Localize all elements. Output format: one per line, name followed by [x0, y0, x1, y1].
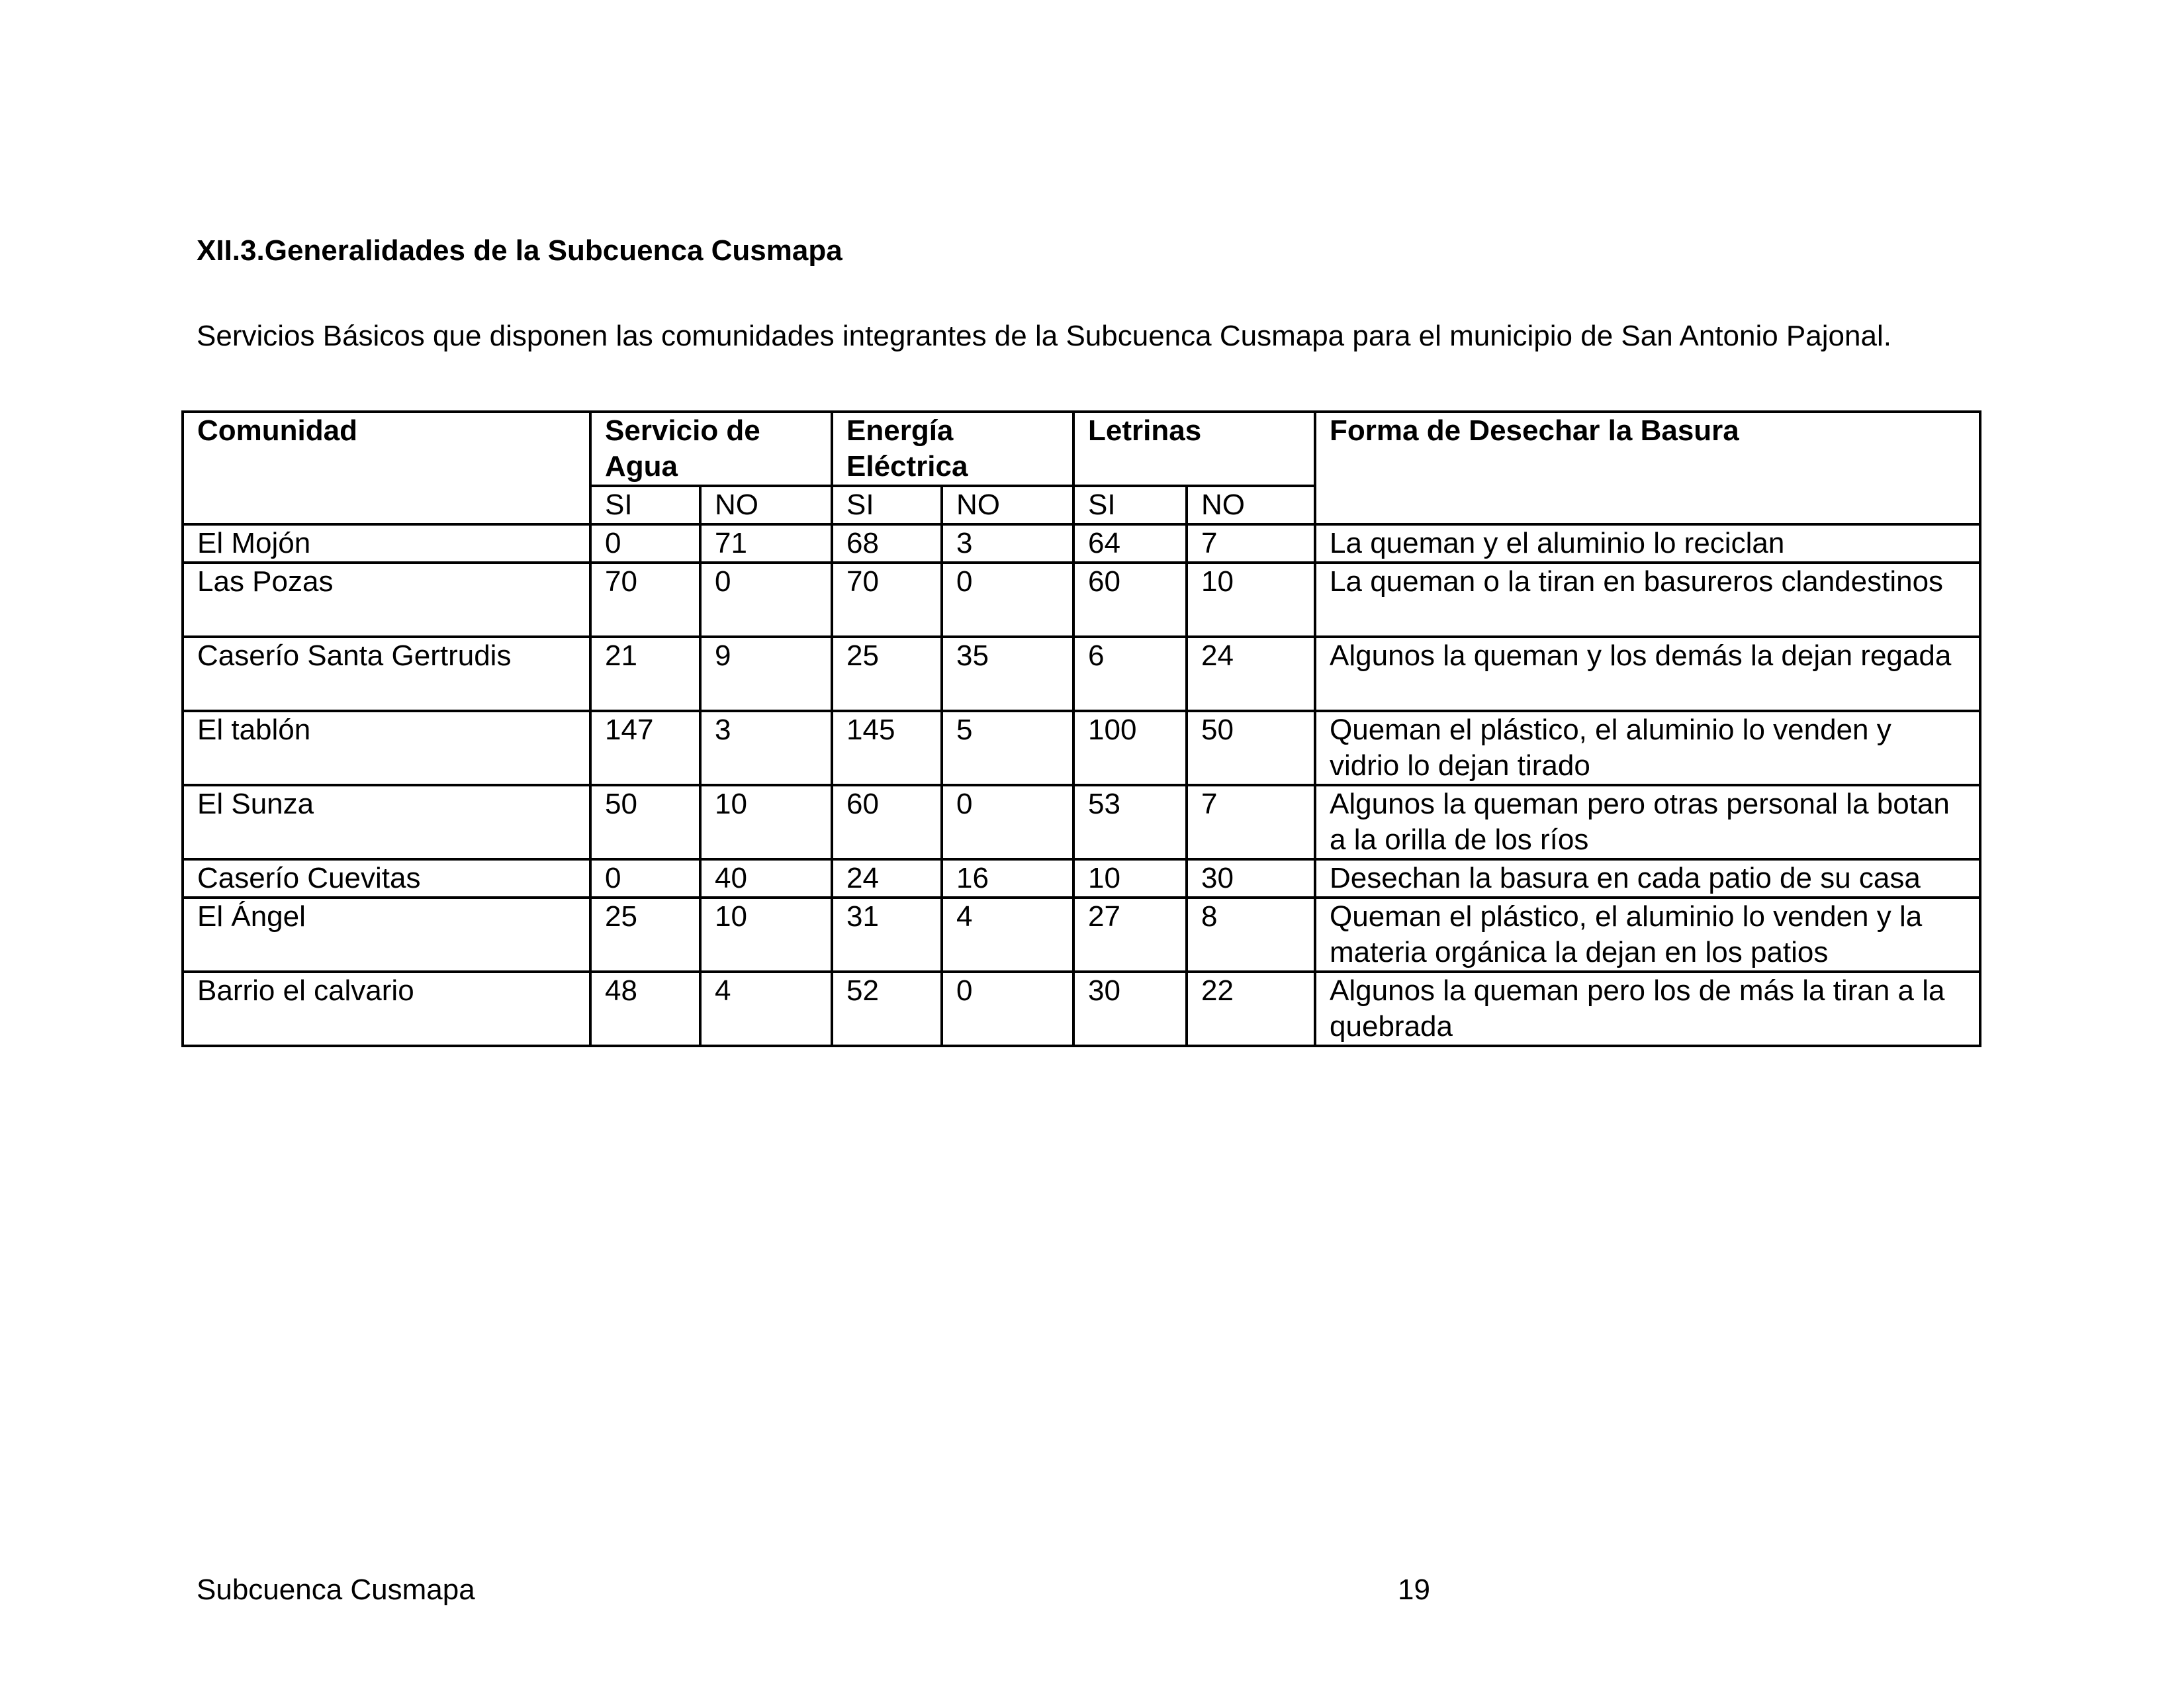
cell-waste: Algunos la queman pero otras personal la botan a la orilla de los ríos [1315, 785, 1980, 859]
cell-water-si: 0 [590, 524, 700, 563]
table-row [183, 859, 1980, 898]
cell-waste: La queman o la tiran en basureros clandestinos [1315, 563, 1980, 637]
cell-community: Caserío Santa Gertrudis [183, 637, 590, 711]
table-row [183, 972, 1980, 1046]
table-row [183, 785, 1980, 859]
cell-lat-si: 60 [1073, 563, 1187, 637]
cell-elec-no: 0 [942, 785, 1073, 859]
cell-community: El Mojón [183, 524, 590, 563]
cell-waste: Queman el plástico, el aluminio lo venden y la materia orgánica la dejan en los patios [1315, 898, 1980, 972]
cell-elec-si: 145 [832, 711, 942, 785]
table-row [183, 637, 1980, 711]
subheader-lat-si: SI [1073, 486, 1187, 524]
cell-water-no: 0 [700, 563, 832, 637]
cell-water-si: 25 [590, 898, 700, 972]
cell-elec-no: 0 [942, 563, 1073, 637]
cell-water-no: 71 [700, 524, 832, 563]
cell-lat-no: 50 [1187, 711, 1315, 785]
subheader-water-no: NO [700, 486, 832, 524]
cell-water-si: 0 [590, 859, 700, 898]
table-row [183, 711, 1980, 785]
cell-lat-si: 64 [1073, 524, 1187, 563]
cell-waste: La queman y el aluminio lo reciclan [1315, 524, 1980, 563]
cell-water-no: 10 [700, 898, 832, 972]
header-electricity: Energía Eléctrica [832, 412, 1073, 486]
cell-elec-no: 5 [942, 711, 1073, 785]
cell-elec-si: 24 [832, 859, 942, 898]
cell-community: Caserío Cuevitas [183, 859, 590, 898]
services-table [181, 410, 1981, 1047]
cell-lat-no: 10 [1187, 563, 1315, 637]
table-row [183, 563, 1980, 637]
cell-lat-si: 10 [1073, 859, 1187, 898]
cell-elec-no: 35 [942, 637, 1073, 711]
cell-elec-no: 16 [942, 859, 1073, 898]
header-latrines: Letrinas [1073, 412, 1315, 486]
cell-community: Las Pozas [183, 563, 590, 637]
cell-elec-si: 25 [832, 637, 942, 711]
cell-lat-si: 6 [1073, 637, 1187, 711]
header-community: Comunidad [183, 412, 590, 524]
cell-waste: Algunos la queman pero los de más la tiran a la quebrada [1315, 972, 1980, 1046]
cell-water-si: 147 [590, 711, 700, 785]
cell-elec-si: 60 [832, 785, 942, 859]
cell-water-si: 70 [590, 563, 700, 637]
table-header-row [183, 412, 1980, 486]
cell-community: El Sunza [183, 785, 590, 859]
subheader-lat-no: NO [1187, 486, 1315, 524]
cell-lat-si: 53 [1073, 785, 1187, 859]
section-heading: XII.3.Generalidades de la Subcuenca Cusmapa [197, 234, 842, 267]
header-waste: Forma de Desechar la Basura [1315, 412, 1980, 524]
cell-lat-no: 7 [1187, 524, 1315, 563]
cell-community: El Ángel [183, 898, 590, 972]
table-row [183, 898, 1980, 972]
cell-water-no: 40 [700, 859, 832, 898]
cell-water-si: 48 [590, 972, 700, 1046]
cell-elec-no: 4 [942, 898, 1073, 972]
cell-lat-si: 27 [1073, 898, 1187, 972]
page-number: 19 [1398, 1573, 1430, 1606]
cell-elec-si: 70 [832, 563, 942, 637]
cell-elec-no: 3 [942, 524, 1073, 563]
cell-elec-no: 0 [942, 972, 1073, 1046]
cell-water-si: 21 [590, 637, 700, 711]
cell-waste: Queman el plástico, el aluminio lo venden y vidrio lo dejan tirado [1315, 711, 1980, 785]
header-water: Servicio de Agua [590, 412, 832, 486]
subheader-elec-si: SI [832, 486, 942, 524]
table-row [183, 524, 1980, 563]
cell-water-no: 3 [700, 711, 832, 785]
intro-text: Servicios Básicos que disponen las comunidades integrantes de la Subcuenca Cusmapa para el municipio de San Antonio Pajonal. [197, 320, 1891, 352]
cell-lat-si: 100 [1073, 711, 1187, 785]
cell-waste: Desechan la basura en cada patio de su casa [1315, 859, 1980, 898]
cell-community: Barrio el calvario [183, 972, 590, 1046]
cell-lat-no: 8 [1187, 898, 1315, 972]
cell-lat-no: 22 [1187, 972, 1315, 1046]
cell-water-no: 9 [700, 637, 832, 711]
cell-water-no: 10 [700, 785, 832, 859]
cell-lat-si: 30 [1073, 972, 1187, 1046]
cell-lat-no: 24 [1187, 637, 1315, 711]
cell-water-no: 4 [700, 972, 832, 1046]
cell-elec-si: 52 [832, 972, 942, 1046]
cell-waste: Algunos la queman y los demás la dejan regada [1315, 637, 1980, 711]
subheader-water-si: SI [590, 486, 700, 524]
cell-water-si: 50 [590, 785, 700, 859]
cell-lat-no: 30 [1187, 859, 1315, 898]
cell-community: El tablón [183, 711, 590, 785]
cell-elec-si: 68 [832, 524, 942, 563]
footer-title: Subcuenca Cusmapa [197, 1573, 475, 1606]
cell-lat-no: 7 [1187, 785, 1315, 859]
cell-elec-si: 31 [832, 898, 942, 972]
subheader-elec-no: NO [942, 486, 1073, 524]
